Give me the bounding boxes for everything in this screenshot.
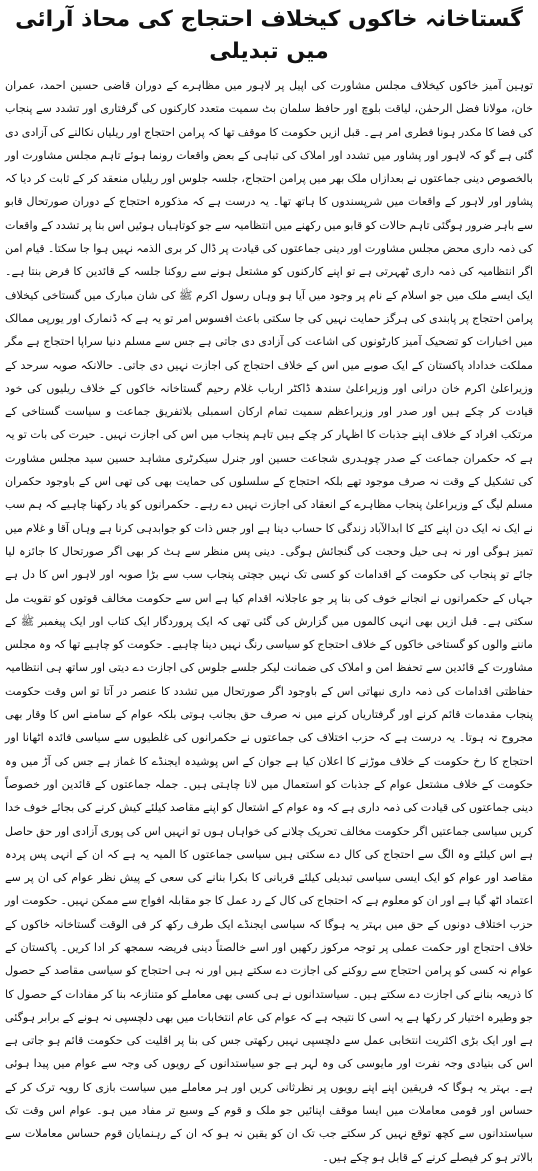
article-body: توہین آمیز خاکوں کیخلاف مجلس مشاورت کی اپیل پر لاہور میں مظاہرے کے دوران قاضی حسین احمد، عمران خان، مولانا فضل الرحمٰن، لیاقت بلوچ اور حافظ سلمان بٹ سمیت متعدد کارکنوں کی گرفتاری اور تشدد سے پنجاب کی فضا کا مکدر ہونا فطری امر ہے۔ قبل ازیں حکومت کا موقف تھا کہ پرامن احتجاج اور ریلیاں نکالنے کی آزادی دی گئی ہے گو کہ لاہور اور پشاور میں تشدد اور املاک کی تباہی کے بعض واقعات رونما ہوئے تاہم مجلس مشاورت اور بالخصوص دینی جماعتوں نے بعدازاں ملک بھر میں پرامن احتجاج، جلسہ جلوس اور ریلیاں منعقد کر کے ثابت کر دیا کہ پشاور اور لاہور کے واقعات میں شرپسندوں کا ہاتھ تھا۔ یہ درست ہے کہ مذکورہ احتجاج کے دوران صورتحال قابو سے باہر ضرور ہوگئی تاہم حالات کو قابو میں رکھنے میں انتظامیہ سے جو کوتاہیاں ہوئیں اس بنا پر تشدد کے واقعات کی ذمہ داری محض مجلس مشاورت اور دینی جماعتوں کی قیادت پر ڈال کر بری الذمہ نہیں ہوا جا سکتا۔ قیام امن اگر انتظامیہ کی ذمہ داری ٹھہرتی ہے تو اپنے کارکنوں کو مشتعل ہونے سے روکنا جلسہ کے قائدین کا فرض بنتا ہے۔ ایک ایسے ملک میں جو اسلام کے نام پر وجود میں آیا ہو وہاں رسول اکرم ﷺ کی شان مبارک میں گستاخی کیخلاف پرامن احتجاج پر پابندی کی ہرگز حمایت نہیں کی جا سکتی باعث افسوس امر تو یہ ہے کہ ڈنمارک اور یورپی ممالک میں اخبارات کو تضحیک آمیز کارٹونوں کی اشاعت کی آزادی دی جاتی ہے جس سے مسلم دنیا سراپا احتجاج ہے مگر مملکت خداداد پاکستان کے ایک صوبے میں اس کے خلاف احتجاج کی اجازت نہیں دی جاتی۔ حالانکہ صوبہ سرحد کے وزیراعلیٰ اکرم خان درانی اور وزیراعلیٰ سندھ ڈاکٹر ارباب غلام رحیم گستاخانہ خاکوں کے خلاف ریلیوں کی خود قیادت کر چکے ہیں اور صدر اور وزیراعظم سمیت تمام ارکان اسمبلی بلاتفریق جماعت و سیاست گستاخی کے مرتکب افراد کے خلاف اپنے جذبات کا اظہار کر چکے ہیں تاہم پنجاب میں اس کی اجازت نہیں۔ حیرت کی بات تو یہ ہے کہ حکمران جماعت کے صدر چوہدری شجاعت حسین اور جنرل سیکرٹری مشاہد حسین سید مجلس مشاورت کی تشکیل کے وقت نہ صرف موجود تھے بلکہ احتجاج کے سلسلوں کی حمایت بھی کی تھی اس کے باوجود حکمران مسلم لیگ کے وزیراعلیٰ پنجاب مظاہرے کے انعقاد کی اجازت نہیں دے رہے۔ حکمرانوں کو یاد رکھنا چاہیے کہ ہم سب نے ایک نہ ایک دن اپنے کئے کا ابدالآباد زندگی کا حساب دینا ہے اور جس ذات کو جوابدہی کرنا ہے وہاں آقا و غلام میں تمیز ہوگی اور نہ ہی حیل وحجت کی گنجائش ہوگی۔ دینی پس منظر سے ہٹ کر بھی اگر صورتحال کا جائزہ لیا جائے تو پنجاب کی حکومت کے اقدامات کو کسی تک نہیں جچتی پنجاب سب سے بڑا صوبہ اور لاہور اس کا دل ہے جہاں کے حکمرانوں نے انجانے خوف کی بنا پر جو عاجلانہ اقدام کیا ہے اس سے حکومت مخالف قوتوں کو تقویت مل سکتی ہے۔ قبل ازیں بھی انہی کالموں میں گزارش کی گئی تھی کہ ایک پروردگار ایک کتاب اور ایک پیغمبر ﷺ کے ماننے والوں کو گستاخی خاکوں کے خلاف احتجاج کو سیاسی رنگ نہیں دینا چاہیے۔ حکومت کو چاہیے تھا کہ وہ مجلس مشاورت کے قائدین سے تحفظ امن و املاک کی ضمانت لیکر جلسے جلوس کی اجازت دے دیتی اور ساتھ ہی انتظامیہ حفاظتی اقدامات کی ذمہ داری نبھاتی اس کے باوجود اگر صورتحال میں تشدد کا عنصر در آتا تو اس وقت حکومت پنجاب مقدمات قائم کرنے اور گرفتاریاں کرنے میں نہ صرف حق بجانب ہوتی بلکہ عوام کے سامنے اس کا وقار بھی مجروح نہ ہوتا۔ یہ درست ہے کہ حزب اختلاف کی جماعتوں نے حکمرانوں کی غلطیوں سے سیاسی فائدہ اٹھانا اور احتجاج کا رخ حکومت کے خلاف موڑنے کا اعلان کیا ہے جوان کے اس پوشیدہ ایجنڈے کا غماز ہے جس کی آڑ میں وہ حکومت کے خلاف مشتعل عوام کے جذبات کو استعمال میں لانا چاہتی ہیں۔ جملہ جماعتوں کے قائدین اور خصوصاً دینی جماعتوں کی قیادت کی ذمہ داری ہے کہ وہ عوام کے اشتعال کو اپنے مقاصد کیلئے کیش کرنے کی بجائے خوف خدا کریں سیاسی جماعتیں اگر حکومت مخالف تحریک چلانے کی خواہاں ہوں تو انہیں اس کی پوری آزادی اور حق حاصل ہے اس کیلئے وہ الگ سے احتجاج کی کال دے سکتی ہیں سیاسی جماعتوں کا المیہ یہ ہے کہ ان کے انہی پس پردہ مقاصد اور عوام کو ایک ایسی سیاسی تبدیلی کیلئے قربانی کا بکرا بنانے کی سعی کے پیش نظر عوام کی ان پر سے اعتماد اٹھ گیا ہے اور ان کو معلوم ہے کہ احتجاج کی کال کے رد عمل کا جو مقابلہ افواج سے ممکن نہیں۔ حکومت اور حزب اختلاف دونوں کے حق میں بہتر یہ ہوگا کہ سیاسی ایجنڈے ایک طرف رکھ کر فی الوقت گستاخانہ خاکوں کے خلاف احتجاج اور حکمت عملی پر توجہ مرکوز رکھیں اور اسے خالصتاً دینی فریضہ سمجھ کر ادا کریں۔ پاکستان کے عوام نہ کسی کو پرامن احتجاج سے روکنے کی اجازت دے سکتے ہیں اور نہ ہی احتجاج کو سیاسی مقاصد کے حصول کا ذریعہ بنانے کی اجازت دے سکتے ہیں۔ سیاستدانوں نے ہی کسی بھی معاملے کو متنازعہ بنا کر مفادات کے حصول کا جو وطیرہ اختیار کر رکھا ہے یہ اسی کا نتیجہ ہے کہ عوام کی عام انتخابات میں بھی دلچسپی نہ ہونے کے برابر ہوگئی ہے اور ایک بڑی اکثریت انتخابی عمل سے دلچسپی نہیں رکھتی جس کی بنا پر اقلیت کی حکومت قائم ہو جاتی ہے اس کی بنیادی وجہ نفرت اور مایوسی کی وہ لہر ہے جو سیاستدانوں کے رویوں کی وجہ سے عوام میں پیدا ہوئی ہے۔ بہتر یہ ہوگا کہ فریقین اپنے اپنے رویوں پر نظرثانی کریں اور ہر معاملے میں سیاست بازی کا رویہ ترک کر کے حساس اور قومی معاملات میں ایسا موقف اپنائیں جو ملک و قوم کے وسیع تر مفاد میں ہو۔ عوام اس وقت تک سیاستدانوں سے کچھ توقع نہیں کر سکتے جب تک ان کو یقین نہ ہو کہ ان کے رہنمایان قوم حساس معاملات سے بالاتر ہو کر فیصلے کرنے کے قابل ہو چکے ہیں۔: [5, 79, 533, 1164]
article-headline: گستاخانہ خاکوں کیخلاف احتجاج کی محاذ آرائی میں تبدیلی: [15, 7, 523, 64]
